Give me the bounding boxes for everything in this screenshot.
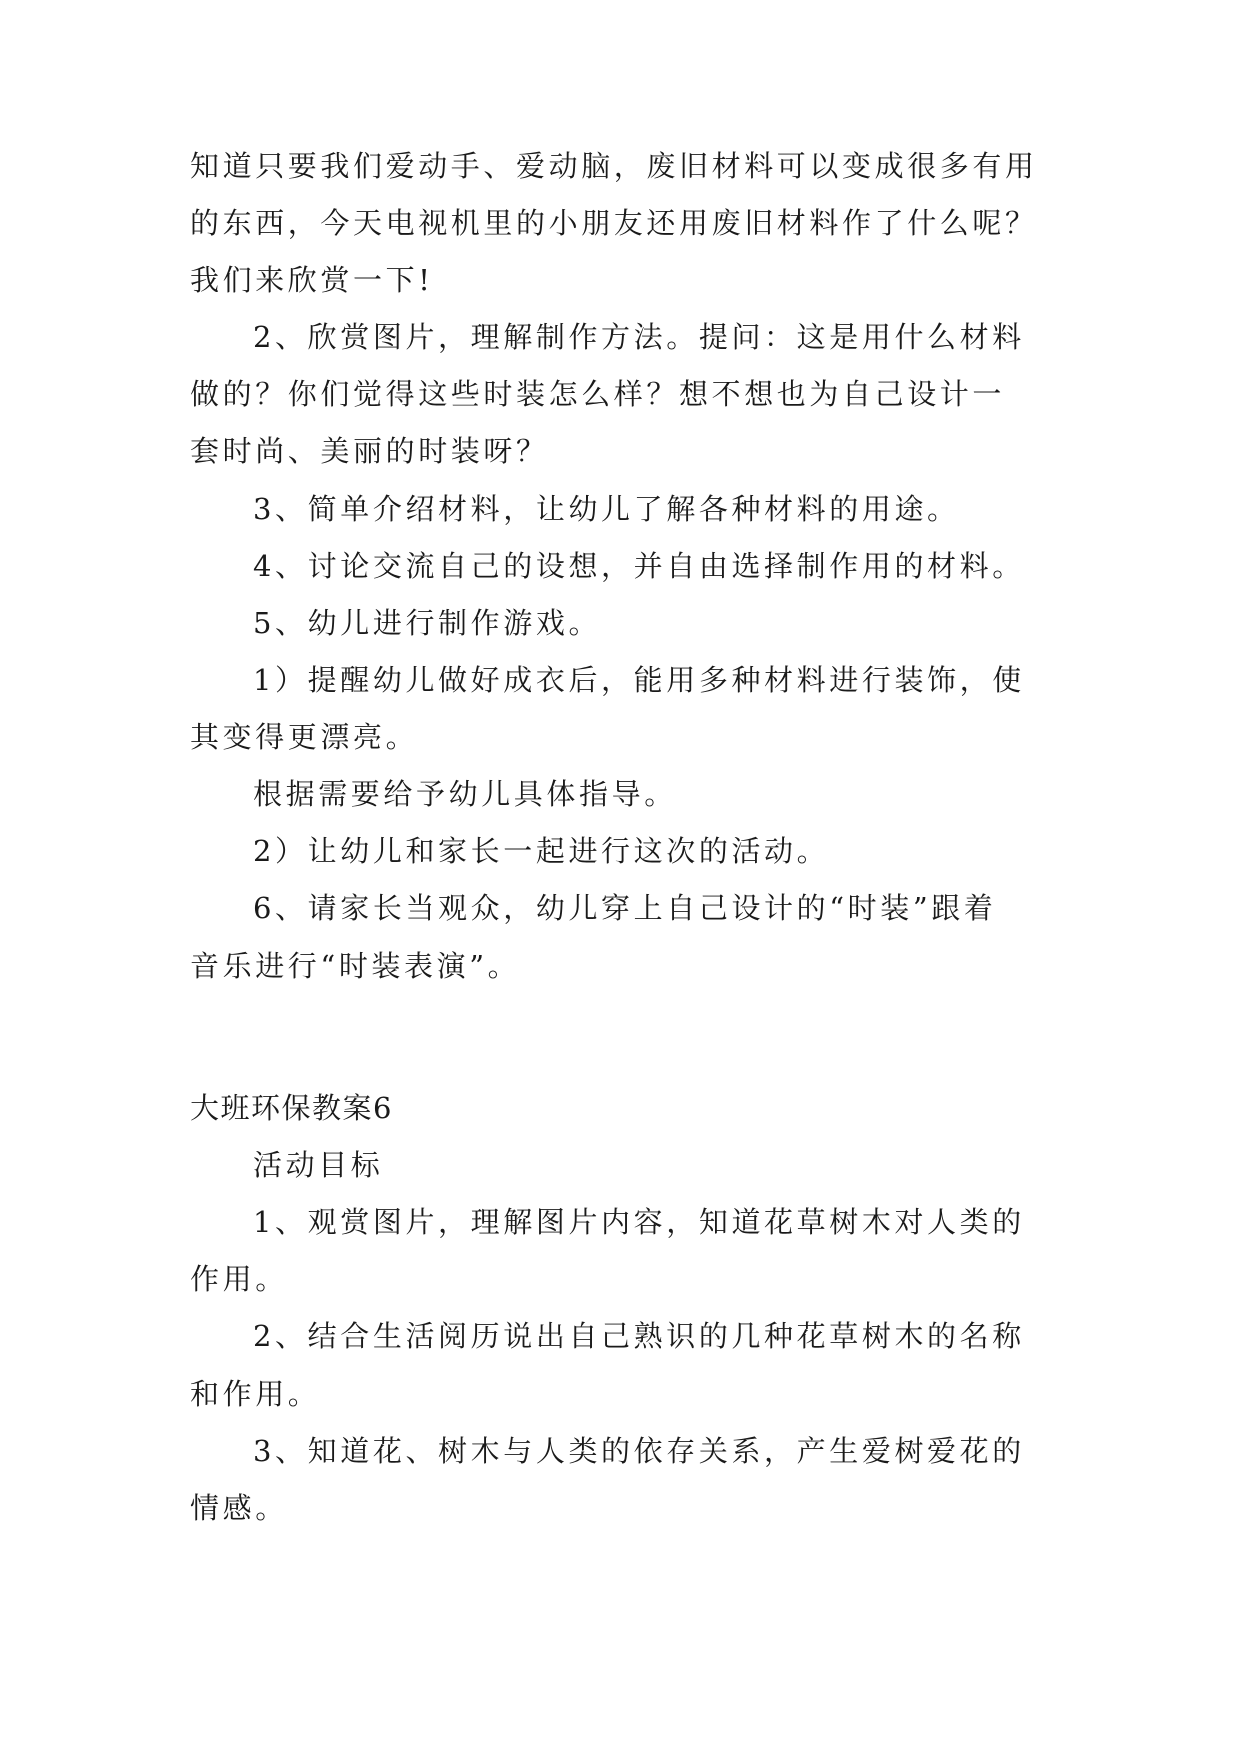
paragraph-line: 6、请家长当观众，幼儿穿上自己设计的“时装”跟着 [253,891,997,925]
paragraph-line: 1、观赏图片，理解图片内容，知道花草树木对人类的 [253,1205,1025,1239]
subsection-heading: 活动目标 [253,1148,384,1182]
paragraph-line: 1）提醒幼儿做好成衣后，能用多种材料进行装饰，使 [253,663,1025,697]
paragraph-line: 2、欣赏图片，理解制作方法。提问：这是用什么材料 [253,320,1025,354]
paragraph-line: 知道只要我们爱动手、爱动脑，废旧材料可以变成很多有用 [190,149,1038,183]
paragraph-line: 4、讨论交流自己的设想，并自由选择制作用的材料。 [253,549,1025,583]
paragraph-line: 我们来欣赏一下! [190,263,434,297]
paragraph-line: 其变得更漂亮。 [190,720,419,754]
paragraph-line: 套时尚、美丽的时装呀？ [190,434,549,468]
paragraph-line: 根据需要给予幼儿具体指导。 [253,777,677,811]
paragraph-line: 2）让幼儿和家长一起进行这次的活动。 [253,834,830,868]
paragraph-line: 3、知道花、树木与人类的依存关系，产生爱树爱花的 [253,1434,1025,1468]
paragraph-line: 情感。 [190,1491,288,1525]
paragraph-line: 5、幼儿进行制作游戏。 [253,606,602,640]
paragraph-line: 2、结合生活阅历说出自己熟识的几种花草树木的名称 [253,1319,1025,1353]
paragraph-line: 作用。 [190,1262,288,1296]
section-title: 大班环保教案6 [190,1091,393,1125]
paragraph-line: 音乐进行“时装表演”。 [190,949,521,983]
paragraph-line: 3、简单介绍材料，让幼儿了解各种材料的用途。 [253,492,960,526]
paragraph-line: 做的？你们觉得这些时装怎么样？想不想也为自己设计一 [190,377,1006,411]
paragraph-line: 的东西，今天电视机里的小朋友还用废旧材料作了什么呢？ [190,206,1038,240]
paragraph-line: 和作用。 [190,1377,321,1411]
